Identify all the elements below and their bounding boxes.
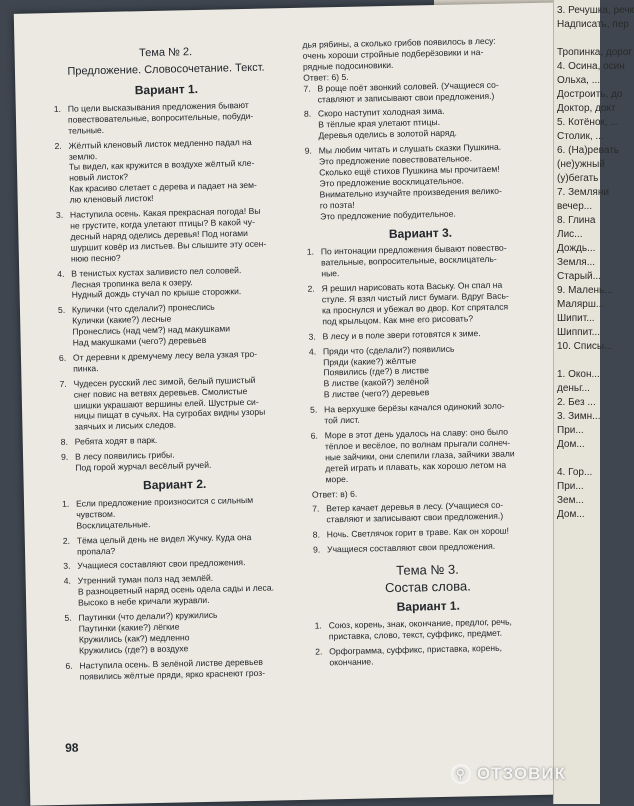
text-line: ставляют и записывают свои предложения.) [326, 511, 504, 525]
text-line: Союз, корень, знак, окончание, предлог, речь, [328, 616, 512, 631]
topic-title: Тема № 2. [138, 46, 193, 60]
item-number: 6. [58, 352, 67, 363]
item-text [75, 435, 158, 448]
text-line: Шипит... [557, 313, 595, 324]
topic-3-variant-title: Вариант 1. [396, 598, 460, 614]
text-line: Под горой журчал весёлый ручей. [75, 459, 212, 473]
text-line: чувством. [76, 508, 116, 520]
text-line: окончание. [329, 656, 374, 668]
text-line: Тропинка, дорог [557, 47, 633, 58]
text-line: ные. [321, 268, 340, 279]
text-line: От деревни к дремучему лесу вела узкая тро- [72, 348, 258, 363]
list-item [63, 557, 289, 573]
watermark-search-icon: ⚲ [451, 764, 471, 784]
text-line: под крыльцом. Как мне его рисовать? [322, 313, 474, 327]
list-item [54, 99, 281, 136]
text-line: Доктор, докт [557, 103, 616, 114]
item-text [75, 449, 212, 474]
text-line: В роще поёт звонкий соловей. (Учащиеся со- [317, 79, 499, 94]
item-text [322, 328, 480, 342]
text-line: Орфограмма, суффикс, приставка, корень, [329, 642, 503, 657]
text-line: 9. Малень... [557, 285, 613, 296]
text-line: Лесная тропинка вела к озеру. [71, 276, 193, 290]
text-line: Внимательно изучайте произведения велико- [319, 185, 502, 200]
text-line: той лист. [324, 414, 360, 426]
continuation-list [303, 79, 534, 223]
list-item [309, 342, 538, 401]
item-number: 3. [55, 209, 64, 221]
tail-list [312, 499, 541, 555]
item-number: 5. [64, 612, 72, 623]
list-item [61, 447, 287, 474]
text-line: Паутинки (какие?) лёгкие [78, 621, 180, 634]
text-line: Чудесен русский лес зимой, белый пушистый [73, 374, 256, 389]
item-text [329, 643, 502, 668]
text-line: Дождь... [557, 243, 596, 254]
list-item [307, 279, 536, 327]
text-line: По цели высказывания предложения бывают [67, 99, 249, 114]
variant-2-title: Вариант 2. [142, 476, 207, 493]
list-item [57, 264, 284, 301]
item-text [77, 532, 252, 557]
topic-subtitle: Предложение. Словосочетание. Текст. [67, 61, 265, 78]
item-number: 8. [303, 109, 312, 120]
item-number: 2. [315, 646, 323, 657]
text-line: По интонации предложения бывают повество- [320, 242, 507, 257]
text-line: рядные подосиновики. [302, 59, 394, 72]
list-item [313, 525, 541, 541]
item-number: 6. [310, 430, 318, 441]
item-number: 1. [61, 498, 70, 509]
item-text [73, 374, 265, 433]
list-item [59, 374, 286, 433]
item-number: 2. [54, 140, 62, 151]
item-number: 9. [312, 544, 321, 555]
text-line: Ветер качает деревья в лесу. (Учащиеся со- [326, 500, 504, 514]
watermark [451, 764, 566, 784]
list-item [64, 572, 291, 609]
text-line: Если предложение произносится с сильным [75, 494, 254, 509]
text-line: Пряди (какие?) жёлтые [323, 355, 417, 367]
text-line: Столик, ... [557, 131, 604, 142]
text-line: лю кленовый листок! [69, 193, 154, 205]
text-line: ные зайчики, они слепили глаза, зайчики звали [325, 448, 515, 463]
item-text [325, 426, 516, 484]
item-number: 7. [59, 378, 67, 389]
list-item [310, 400, 538, 427]
item-number: 2. [307, 283, 315, 294]
item-number: 4. [308, 346, 317, 357]
text-line: Сколько ещё стихов Пушкина мы прочитаем! [319, 163, 500, 178]
list-item [315, 642, 543, 669]
text-line: ка проснулся и убежал во двор. Кот спрятался [321, 301, 509, 316]
text-line: 3. Речушка, речк [557, 5, 634, 16]
text-line: Зем... [557, 495, 584, 506]
list-item [313, 540, 541, 556]
item-text [323, 343, 456, 400]
text-line: тёплое и весёлое, по волнам прыгали солнеч- [324, 437, 511, 452]
text-line: Нудный дождь стучал по крыше сторожки. [71, 286, 242, 301]
text-line: Над макушками (чего?) деревьев [72, 334, 207, 348]
item-number: 2. [62, 535, 71, 546]
variant-3-title: Вариант 3. [388, 225, 453, 241]
topic-3-subtitle: Состав слова. [384, 578, 471, 596]
item-number: 7. [303, 83, 311, 94]
list-item [59, 348, 285, 375]
text-line: появились жёлтые пряди, ярко краснеют гроз- [79, 667, 266, 682]
text-line: Дом... [557, 439, 585, 450]
text-line: 3. Зимн... [557, 411, 601, 422]
text-line: Пронеслись (над чем?) над макушками [72, 323, 231, 337]
item-text [68, 136, 257, 205]
text-line: нюю песню? [70, 252, 121, 264]
text-line: Скоро наступит холодная зима. [317, 106, 445, 119]
text-line: Ответ: 6) 5. [303, 71, 349, 83]
topic-3-title: Тема № 3. [396, 561, 459, 578]
next-page-strip [553, 0, 634, 804]
text-line: Наступила осень. Какая прекрасная погода! Вы [69, 205, 261, 220]
text-line: Утренний туман полз над землёй. [77, 573, 214, 586]
item-number: 4. [63, 576, 71, 587]
text-line: Море в этот день удалось на славу: оно было [324, 426, 509, 441]
item-text [77, 558, 245, 572]
text-line: Надписать, пер [557, 19, 629, 30]
item-text [71, 265, 242, 301]
text-line: Жёлтый кленовый листок медленно падал на [68, 136, 252, 151]
text-line: море. [325, 473, 349, 485]
text-line: тельные. [68, 124, 105, 136]
text-line: дья рябины, а сколько грибов появилось в лесу: [302, 35, 496, 50]
text-line: 2. Без ... [557, 397, 596, 408]
text-line: 5. Котёнок, ... [557, 117, 619, 128]
text-line: деньг... [557, 383, 590, 394]
topic-3-list [315, 616, 544, 668]
text-line: Восклицательные. [76, 518, 151, 531]
text-line: На верхушке берёзы качался одинокий золо- [324, 400, 505, 415]
list-item [315, 616, 543, 643]
text-line: Дом... [557, 509, 585, 520]
list-item [56, 205, 283, 264]
list-item [62, 494, 289, 531]
text-line: Кружились (как?) медленно [78, 632, 190, 645]
text-line: снег повис на ветвях деревьев. Смолистые [73, 385, 248, 400]
item-number: 7. [312, 503, 320, 515]
item-number: 5. [310, 404, 318, 415]
list-item [307, 242, 536, 279]
text-line: Земля... [557, 257, 596, 268]
variant-2-list [62, 494, 292, 682]
text-line: Ночь. Светлячок горит в траве. Как он хорош! [326, 525, 510, 540]
text-line: пропала? [76, 545, 116, 557]
list-item [64, 608, 291, 656]
text-line: Это предложение повествовательное. [318, 153, 472, 167]
text-line: 7. Земляни [557, 187, 609, 198]
text-line: В листве (чего?) деревьев [323, 387, 430, 400]
text-line: 6. (На)ревать [557, 145, 620, 156]
text-line: Шиппит... [557, 327, 600, 338]
text-line: 4. Осина, осин [557, 61, 625, 72]
item-text [321, 280, 509, 328]
text-line: Пряди что (сделали?) появились [322, 343, 455, 357]
text-line: десный наряд оделись деревья! Под ногами [70, 227, 249, 242]
right-column [302, 35, 543, 672]
text-line: Ольха, ... [557, 75, 601, 86]
text-line: Высоко в небе кричали журавли. [78, 595, 210, 608]
text-line: При... [557, 425, 584, 436]
list-item [58, 301, 285, 349]
continuation-text [302, 35, 531, 83]
item-number: 1. [314, 620, 322, 631]
variant-1-title: Вариант 1. [134, 81, 199, 98]
item-text [329, 616, 513, 642]
text-line: ницы пищат в сучьях. На сугробах видны узоры [74, 407, 266, 422]
item-text [78, 610, 218, 657]
item-text [79, 656, 265, 682]
text-line: шуршит ковёр из листьев. Вы слышите эту осен- [70, 238, 267, 253]
text-line: Достроить, до [557, 89, 623, 100]
text-line: В разноцветный наряд осень одела сады и леса. [77, 582, 275, 597]
text-line: вечер... [557, 201, 593, 212]
item-text [321, 243, 507, 280]
text-line: Паутинки (что делали?) кружились [78, 609, 218, 623]
item-text [324, 401, 505, 427]
item-text [317, 79, 499, 105]
text-line: В тёплые края улетают птицы. [318, 117, 441, 130]
text-line: землю. [68, 150, 98, 162]
text-line: Лис... [557, 229, 583, 240]
item-text [327, 541, 495, 555]
text-line: (не)ужный [557, 159, 605, 170]
text-line: 4. Гор... [557, 467, 593, 478]
list-item [54, 136, 281, 206]
text-line: Ребята ходят в парк. [74, 435, 158, 447]
item-text [70, 206, 267, 265]
item-number: 1. [306, 246, 315, 258]
text-line: ставляют и записывают свои предложения.) [317, 90, 495, 105]
text-line: Учащиеся составляют свои предложения. [77, 557, 246, 572]
text-line: Это предложение побудительное. [319, 208, 456, 222]
text-line: новый листок? [69, 171, 129, 184]
text-line: В тенистых кустах заливисто пел соловей. [71, 264, 242, 279]
list-item [65, 656, 291, 683]
item-number: 5. [57, 305, 66, 316]
text-line: Наступила осень. В зелёной листве деревьев [79, 656, 263, 671]
variant-3-list [307, 242, 540, 485]
item-text [319, 142, 503, 222]
text-line: В лесу и в поле звери готовятся к зиме. [322, 327, 481, 342]
text-line: Кружились (где?) в воздухе [79, 643, 189, 656]
text-line: При... [557, 481, 584, 492]
text-line [554, 32, 600, 46]
text-line: Ты видел, как кружится в воздухе жёлтый кле- [68, 158, 255, 173]
text-line: Кулички (что сделали?) пронеслись [71, 301, 215, 315]
book-page [14, 2, 578, 805]
item-text [76, 495, 254, 531]
text-line: В листве (какой?) зелёной [323, 376, 429, 389]
list-item [305, 141, 535, 222]
text-line: стуле. Я взял чистый лист бумаги. Вдруг Вась- [321, 290, 509, 305]
item-text [68, 100, 254, 137]
item-number: 1. [53, 103, 62, 114]
item-text [327, 526, 509, 541]
list-item [304, 104, 533, 141]
text-line: В лесу появились грибы. [74, 449, 175, 462]
item-number: 8. [60, 437, 69, 448]
text-line: шишки украшают вершины елей. Шустрые си- [73, 396, 259, 411]
item-text [326, 500, 503, 526]
item-number: 4. [57, 268, 65, 279]
text-line: Кулички (какие?) лесные [72, 313, 172, 326]
text-line: заячьих и лисьих следов. [74, 419, 177, 433]
text-line: очень хороши стройные подберёзовики и на- [302, 46, 484, 61]
list-item [303, 79, 531, 106]
item-number: 8. [312, 529, 321, 540]
text-line [554, 354, 600, 368]
text-line: повествовательные, вопросительные, побуди- [67, 110, 254, 125]
page-number: 98 [65, 740, 79, 755]
list-item [63, 531, 289, 558]
text-line: Это предложение восклицательное. [319, 175, 464, 189]
text-line [554, 452, 600, 466]
text-line: Как красиво слетает с дерева и падает на зем- [69, 180, 257, 194]
text-line: Старый... [557, 271, 601, 282]
text-line: 10. Списы... [557, 341, 613, 352]
item-number: 9. [304, 145, 312, 156]
text-line: Мы любим читать и слушать сказки Пушкина. [318, 141, 502, 156]
text-line: 1. Окон... [557, 369, 600, 380]
watermark-text: ОТЗОВИК [476, 764, 566, 783]
answer-line: Ответ: в) 6. [311, 488, 358, 500]
text-line: не грустите, когда улетают птицы? В какой чу- [70, 216, 255, 231]
item-text [318, 106, 457, 142]
text-line: вательные, вопросительные, восклицатель- [320, 254, 497, 268]
text-line: (у)бегать [557, 173, 599, 184]
text-line: Появились (где?) в листве [323, 365, 430, 378]
variant-1-list [54, 99, 288, 474]
text-line: детей играть и плавать, как хорошо летом на [325, 459, 507, 474]
left-column [52, 40, 291, 686]
item-number: 6. [65, 660, 73, 671]
list-item [61, 432, 287, 448]
item-number: 9. [60, 451, 69, 463]
list-item [311, 426, 540, 485]
text-line: 8. Глина [557, 215, 596, 226]
text-line: Деревья оделись в золотой наряд. [318, 127, 457, 141]
text-line: Малярш... [557, 299, 605, 310]
list-item [312, 499, 540, 526]
text-line: го поэта! [319, 199, 355, 211]
text-line: Тёма целый день не видел Жучку. Куда она [76, 531, 252, 546]
text-line: приставка, слово, текст, суффикс, предмет. [328, 627, 503, 642]
list-item [308, 327, 536, 343]
item-text [73, 349, 258, 375]
text-line: пинка. [73, 362, 99, 374]
item-number: 3. [63, 561, 71, 572]
item-number: 3. [308, 331, 316, 342]
item-text [72, 302, 231, 349]
text-line: Учащиеся составляют свои предложения. [326, 541, 496, 555]
text-line: Я решил нарисовать кота Ваську. Он спал на [321, 279, 503, 294]
item-text [78, 572, 275, 609]
